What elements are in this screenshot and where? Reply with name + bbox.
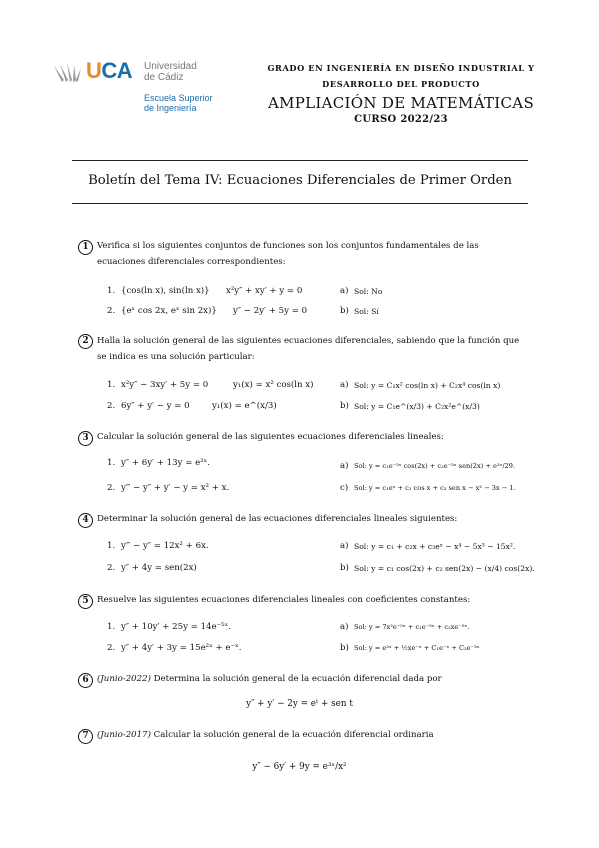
function-set: {cos(ln x), sin(ln x)} bbox=[121, 286, 210, 296]
solution: Sol: y = C₁x² cos(ln x) + C₂x⁴ cos(ln x) bbox=[354, 381, 501, 390]
function-set: {eˣ cos 2x, eˣ sin 2x)} bbox=[121, 306, 217, 316]
solution-label: c) bbox=[340, 483, 349, 493]
display-equation: y″ + y′ − 2y = eᵗ + sen t bbox=[246, 699, 353, 709]
equation: x²y″ + xy′ + y = 0 bbox=[226, 286, 303, 296]
item-label: 1. bbox=[107, 286, 116, 296]
solution-label: a) bbox=[340, 380, 349, 390]
equation: y‴ − y″ = 12x² + 6x. bbox=[121, 541, 209, 551]
solution-label: b) bbox=[340, 563, 349, 573]
problem-statement: Calcular la solución general de las siguientes ecuaciones diferenciales lineales: bbox=[97, 432, 444, 442]
exam-source: (Junio-2022) bbox=[97, 674, 151, 684]
problem-number: 2 bbox=[78, 334, 93, 349]
solution: Sol: y = C₁e^(x/3) + C₂x²e^(x/3) bbox=[354, 402, 480, 411]
solution-label: a) bbox=[340, 541, 349, 551]
page-title: Boletín del Tema IV: Ecuaciones Diferenciales de Primer Orden bbox=[88, 173, 512, 188]
problem-statement: Determinar la solución general de las ecuaciones diferenciales lineales siguientes: bbox=[97, 514, 458, 524]
item-label: 2. bbox=[107, 306, 116, 316]
exam-source: (Junio-2017) bbox=[97, 730, 151, 740]
equation: y‴ − y″ + y′ − y = x² + x. bbox=[121, 483, 230, 493]
course-header bbox=[262, 60, 540, 125]
equation: y″ + 4y′ + 3y = 15e²ˣ + e⁻ˣ. bbox=[121, 643, 242, 653]
problem-number: 3 bbox=[78, 431, 93, 446]
problem-statement: (Junio-2017) Calcular la solución general de la ecuación diferencial ordinaria bbox=[97, 730, 434, 740]
equation: y″ + 6y′ + 13y = e²ˣ. bbox=[121, 458, 211, 468]
solution-label: b) bbox=[340, 643, 349, 653]
problem-number: 1 bbox=[78, 240, 93, 255]
solution: Sol: Sí bbox=[354, 307, 379, 316]
solution-label: b) bbox=[340, 306, 349, 316]
uca-leaves-icon bbox=[52, 60, 86, 88]
problem-number: 7 bbox=[78, 729, 93, 744]
logo-school-name: Escuela Superior de Ingeniería bbox=[144, 93, 213, 113]
item-label: 1. bbox=[107, 458, 116, 468]
solution: Sol: y = 7x²e⁻⁵ˣ + c₁e⁻⁵ˣ + c₂xe⁻⁵ˣ. bbox=[354, 623, 470, 631]
problem-statement: Halla la solución general de las siguientes ecuaciones diferenciales, sabiendo que la función que se indica es una solución particular: bbox=[97, 336, 520, 362]
solution: Sol: No bbox=[354, 287, 383, 296]
problem-statement: (Junio-2022) Determina la solución general de la ecuación diferencial dada por bbox=[97, 674, 442, 684]
solution-label: a) bbox=[340, 461, 349, 471]
equation: 6y″ + y′ − y = 0 bbox=[121, 401, 190, 411]
display-equation: y″ − 6y′ + 9y = e³ˣ/x² bbox=[252, 762, 347, 772]
logo-brand: UCA bbox=[86, 58, 133, 83]
logo-university-name: Universidad de Cádiz bbox=[144, 61, 197, 83]
problem-number: 5 bbox=[78, 594, 93, 609]
equation: x²y″ − 3xy′ + 5y = 0 bbox=[121, 380, 209, 390]
particular-solution: y₁(x) = x² cos(ln x) bbox=[233, 380, 314, 390]
problem-statement: Resuelve las siguientes ecuaciones diferenciales lineales con coeficientes constantes: bbox=[97, 595, 471, 605]
solution-label: a) bbox=[340, 622, 349, 632]
solution-label: a) bbox=[340, 286, 349, 296]
degree-line-1: GRADO EN INGENIERÍA EN DISEÑO INDUSTRIAL Y bbox=[267, 63, 535, 73]
item-label: 2. bbox=[107, 401, 116, 411]
solution: Sol: y = e²ˣ + ½xe⁻ˣ + C₁e⁻ˣ + C₂e⁻³ˣ bbox=[354, 644, 480, 652]
item-label: 1. bbox=[107, 541, 116, 551]
solution: Sol: y = c₁eˣ + c₂ cos x + c₃ sen x − x² − 3x − 1. bbox=[354, 484, 516, 492]
bottom-rule bbox=[72, 203, 528, 204]
problem-number: 6 bbox=[78, 673, 93, 688]
problem-number: 4 bbox=[78, 513, 93, 528]
item-label: 2. bbox=[107, 483, 116, 493]
subject-title: AMPLIACIÓN DE MATEMÁTICAS bbox=[267, 94, 535, 112]
top-rule bbox=[72, 160, 528, 161]
solution-label: b) bbox=[340, 401, 349, 411]
solution: Sol: y = c₁ cos(2x) + c₂ sen(2x) − (x/4) cos(2x). bbox=[354, 564, 535, 573]
course-year: CURSO 2022/23 bbox=[354, 114, 448, 125]
item-label: 2. bbox=[107, 643, 116, 653]
solution: Sol: y = c₁e⁻³ˣ cos(2x) + c₂e⁻³ˣ sen(2x) + e²ˣ/29. bbox=[354, 462, 516, 470]
equation: y″ − 2y′ + 5y = 0 bbox=[233, 306, 308, 316]
degree-line-2: DESARROLLO DEL PRODUCTO bbox=[322, 79, 480, 89]
equation: y″ + 4y = sen(2x) bbox=[121, 563, 197, 573]
item-label: 2. bbox=[107, 563, 116, 573]
item-label: 1. bbox=[107, 622, 116, 632]
equation: y″ + 10y′ + 25y = 14e⁻⁵ˣ. bbox=[121, 622, 231, 632]
solution: Sol: y = c₁ + c₂x + c₃eˣ − x⁴ − 5x³ − 15x². bbox=[354, 542, 516, 551]
particular-solution: y₁(x) = e^(x/3) bbox=[212, 401, 277, 411]
problem-statement: Verifica si los siguientes conjuntos de funciones son los conjuntos fundamentales de las ecuaciones diferenciales correspondientes: bbox=[97, 241, 479, 267]
university-logo bbox=[52, 60, 252, 120]
item-label: 1. bbox=[107, 380, 116, 390]
